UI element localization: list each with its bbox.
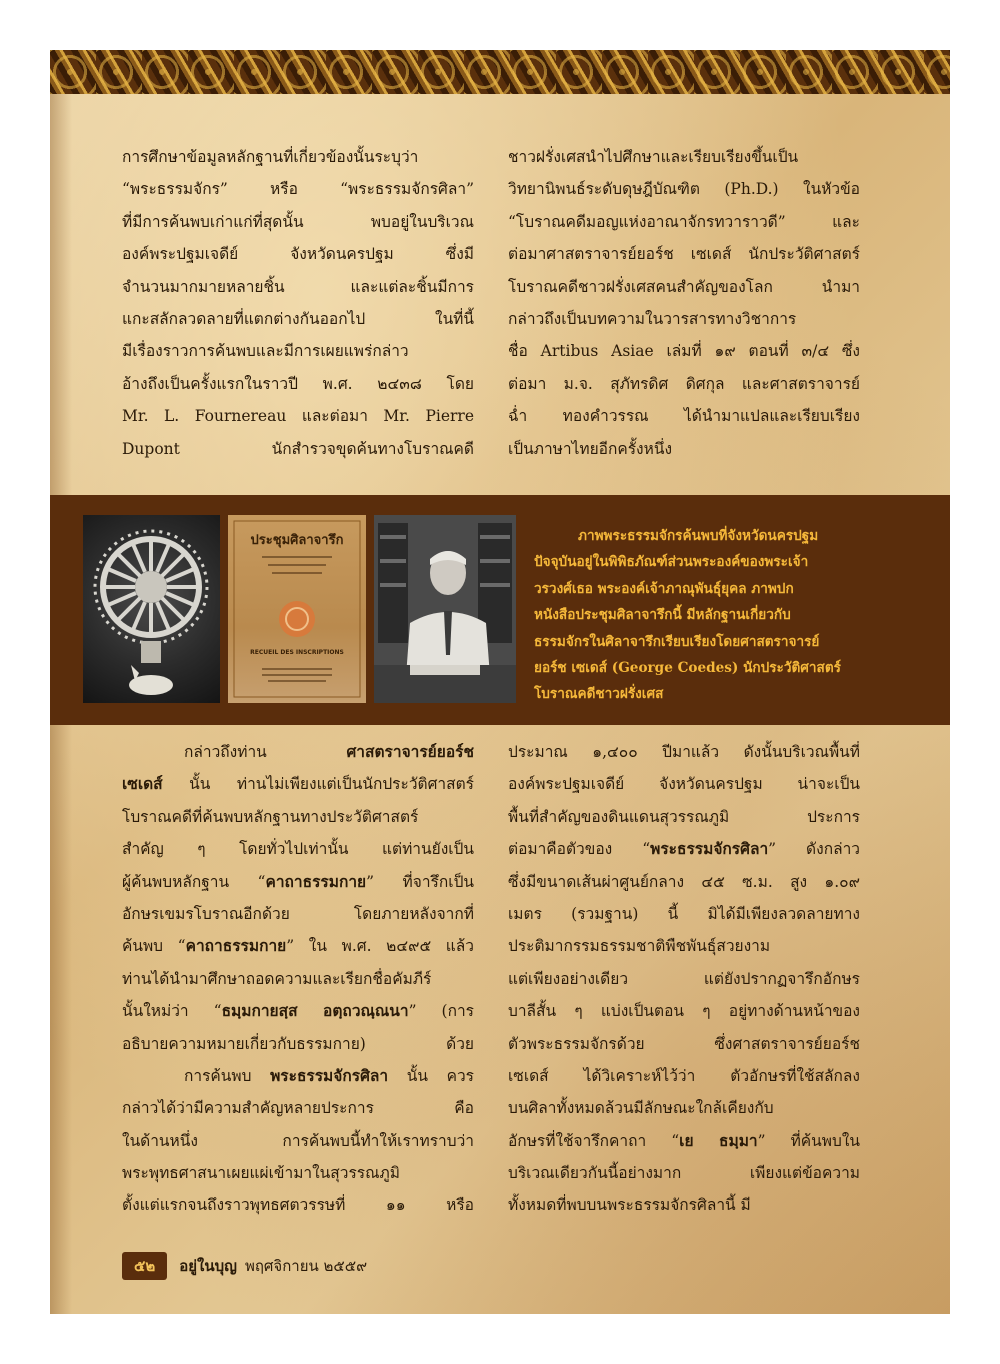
text-segment: แต่เพียงอย่างเดียว แต่ยังปรากฏจารึกอักษร <box>508 969 860 988</box>
text-segment: เมตร (รวมฐาน) นี้ มิได้มีเพียงลวดลายทาง <box>508 904 860 923</box>
text-line: กล่าวถึงเป็นบทความในวารสารทางวิชาการ <box>508 309 797 328</box>
text-line <box>122 1189 474 1221</box>
text-line <box>122 801 474 833</box>
column-bottom-left <box>122 736 474 1222</box>
text-line <box>508 1125 860 1157</box>
text-segment: ในด้านหนึ่ง การค้นพบนี้ทำให้เราทราบว่า <box>122 1131 474 1150</box>
issue-date: พฤศจิกายน ๒๕๕๙ <box>244 1257 368 1275</box>
text-line <box>508 1028 860 1060</box>
emphasis-term: คาถาธรรมกาย <box>265 871 367 891</box>
page-number: ๕๒ <box>122 1252 167 1280</box>
column-top-right <box>508 141 860 465</box>
emphasis-term: ธมฺมกายสฺส อตฺถวณฺณนา <box>221 1001 409 1021</box>
text-line: Dupont นักสำรวจขุดค้นทางโบราณคดี <box>122 439 474 458</box>
text-line: การศึกษาข้อมูลหลักฐานที่เกี่ยวข้องนั้นระบุว่า <box>122 148 419 166</box>
text-segment: สำคัญ ๆ โดยทั่วไปเท่านั้น แต่ท่านยังเป็น <box>122 840 474 859</box>
caption-line: โบราณคดีชาวฝรั่งเศส <box>534 686 664 703</box>
text-segment: พระพุทธศาสนาเผยแผ่เข้ามาในสุวรรณภูมิ <box>122 1164 400 1183</box>
text-segment: บาลีสั้น ๆ แบ่งเป็นตอน ๆ อยู่ทางด้านหน้าของ <box>508 1002 860 1021</box>
column-top-left <box>122 141 474 465</box>
text-line: ชื่อ Artibus Asiae เล่มที่ ๑๙ ตอนที่ ๓/๔ ซึ่ง <box>508 342 860 361</box>
text-line: Mr. L. Fournereau และต่อมา Mr. Pierre <box>122 407 474 426</box>
text-line: วิทยานิพนธ์ระดับดุษฎีบัณฑิต (Ph.D.) ในหัวข้อ <box>508 180 860 199</box>
text-line: ต่อมา ม.จ. สุภัทรดิศ ดิศกุล และศาสตราจารย์ <box>508 374 860 393</box>
text-segment: ” ดังกล่าว <box>768 840 860 859</box>
text-segment: ” ที่จารึกเป็น <box>366 872 474 891</box>
emphasis-term: ศาสตราจารย์ยอร์ช <box>346 742 474 761</box>
text-segment: อักษรที่ใช้จารึกคาถา “ <box>508 1131 680 1150</box>
text-line: “พระธรรมจักร” หรือ “พระธรรมจักรศิลา” <box>122 180 474 199</box>
text-line <box>122 1157 474 1189</box>
text-line <box>122 898 474 930</box>
text-segment: ตัวพระธรรมจักรด้วย ซึ่งศาสตราจารย์ยอร์ช <box>508 1034 860 1053</box>
text-line <box>122 995 474 1027</box>
text-segment: ” ที่ค้นพบใน <box>757 1131 860 1150</box>
caption-line: ยอร์ช เซเดส์ (George Coedes) นักประวัติศาสตร์ <box>534 660 841 677</box>
text-segment: การค้นพบ <box>184 1066 271 1085</box>
text-line <box>508 1092 860 1124</box>
book-cover-subtitle: RECUEIL DES INSCRIPTIONS <box>250 649 344 656</box>
text-line: จำนวนมากมายหลายชิ้น และแต่ละชิ้นมีการ <box>122 277 474 296</box>
text-line <box>508 930 860 962</box>
text-segment: พื้นที่สำคัญของดินแดนสุวรรณภูมิ ประการ <box>508 807 860 826</box>
column-bottom-right <box>508 736 860 1222</box>
caption-line: ภาพพระธรรมจักรค้นพบที่จังหวัดนครปฐม <box>578 528 819 544</box>
text-segment: ค้นพบ “ <box>122 937 186 956</box>
text-segment: ซึ่งมีขนาดเส้นผ่าศูนย์กลาง ๔๕ ซ.ม. สูง ๑.๐๙ <box>508 872 860 891</box>
text-line <box>508 1060 860 1092</box>
text-segment: ” ใน พ.ศ. ๒๔๙๕ แล้ว <box>286 937 474 956</box>
text-line <box>508 736 860 768</box>
text-line <box>508 866 860 898</box>
book-cover-title: ประชุมศิลาจารึก <box>250 533 344 548</box>
text-line <box>122 833 474 865</box>
emphasis-term: เย ธมฺมา <box>679 1130 758 1150</box>
caption-line: วรวงศ์เธอ พระองค์เจ้าภาณุพันธุ์ยุคล ภาพปก <box>534 580 794 597</box>
text-segment: บนศิลาทั้งหมดล้วนมีลักษณะใกล้เคียงกับ <box>508 1099 774 1118</box>
text-line <box>508 768 860 800</box>
page-footer <box>122 1253 367 1279</box>
text-line: โบราณคดีชาวฝรั่งเศสคนสำคัญของโลก นำมา <box>508 277 860 296</box>
text-segment: นั้น ท่านไม่เพียงแต่เป็นนักประวัติศาสตร์ <box>162 775 474 794</box>
text-segment: อธิบายความหมายเกี่ยวกับธรรมกาย) ด้วย <box>122 1034 474 1053</box>
text-segment: ทั้งหมดที่พบบนพระธรรมจักรศิลานี้ มี <box>508 1196 751 1215</box>
text-line: แกะสลักลวดลายที่แตกต่างกันออกไป ในที่นี้ <box>122 309 474 328</box>
text-line <box>508 995 860 1027</box>
text-line <box>508 1157 860 1189</box>
text-line <box>122 930 474 962</box>
text-line <box>122 1125 474 1157</box>
caption-line: ปัจจุบันอยู่ในพิพิธภัณฑ์ส่วนพระองค์ของพระเจ้า <box>534 554 809 571</box>
text-line <box>508 898 860 930</box>
book-cover-photo <box>228 515 366 703</box>
text-segment: กล่าวถึงท่าน <box>184 743 347 761</box>
magazine-name: อยู่ในบุญ <box>179 1257 237 1275</box>
text-segment: ประมาณ ๑,๔๐๐ ปีมาแล้ว ดังนั้นบริเวณพื้นที่ <box>508 743 860 761</box>
emphasis-term: พระธรรมจักรศิลา <box>650 839 769 859</box>
text-segment: โบราณคดีที่ค้นพบหลักฐานทางประวัติศาสตร์ <box>122 807 419 826</box>
text-line: เป็นภาษาไทยอีกครั้งหนึ่ง <box>508 439 673 458</box>
text-segment: องค์พระปฐมเจดีย์ จังหวัดนครปฐม น่าจะเป็น <box>508 775 860 794</box>
emphasis-term: คาถาธรรมกาย <box>185 936 287 956</box>
text-line <box>122 1028 474 1060</box>
caption-line: ธรรมจักรในศิลาจารึกเรียบเรียงโดยศาสตราจารย์ <box>534 633 820 650</box>
george-coedes-portrait <box>374 515 516 703</box>
text-line: “โบราณคดีมอญแห่งอาณาจักรทวาราวดี” และ <box>508 212 860 231</box>
emphasis-term: พระธรรมจักรศิลา <box>270 1065 389 1085</box>
text-segment: นั้น ควร <box>388 1066 474 1085</box>
text-line <box>508 963 860 995</box>
emphasis-term: เซเดส์ <box>122 774 163 794</box>
text-line: ต่อมาศาสตราจารย์ยอร์ช เซเดส์ นักประวัติศาสตร์ <box>508 245 860 264</box>
caption-line: หนังสือประชุมศิลาจารึกนี้ มีหลักฐานเกี่ยวกับ <box>534 607 791 624</box>
text-line <box>508 1189 860 1221</box>
text-segment: ตั้งแต่แรกจนถึงราวพุทธศตวรรษที่ ๑๑ หรือ <box>122 1196 474 1215</box>
dharmachakra-photo <box>83 515 220 703</box>
ornamental-border <box>50 50 950 94</box>
text-line: องค์พระปฐมเจดีย์ จังหวัดนครปฐม ซึ่งมี <box>122 245 474 264</box>
text-line <box>122 768 474 800</box>
text-segment: ต่อมาคือตัวของ “ <box>508 840 651 859</box>
text-segment: ผู้ค้นพบหลักฐาน “ <box>122 872 266 891</box>
text-line <box>122 736 474 768</box>
text-segment: บริเวณเดียวกันนี้อย่างมาก เพียงแต่ข้อความ <box>508 1164 860 1183</box>
text-segment: เซเดส์ ได้วิเคราะห์ไว้ว่า ตัวอักษรที่ใช้สลักลง <box>508 1066 860 1085</box>
photo-caption <box>534 523 930 708</box>
text-line <box>122 1060 474 1092</box>
text-segment: ประติมากรรมธรรมชาติพืชพันธุ์สวยงาม <box>508 937 771 956</box>
text-line <box>508 833 860 865</box>
text-line <box>122 1092 474 1124</box>
text-line <box>122 866 474 898</box>
image-caption-band <box>50 495 950 725</box>
text-line: ชาวฝรั่งเศสนำไปศึกษาและเรียบเรียงขึ้นเป็น <box>508 148 799 166</box>
text-segment: กล่าวได้ว่ามีความสำคัญหลายประการ คือ <box>122 1099 474 1118</box>
text-segment: ท่านได้นำมาศึกษาถอดความและเรียกชื่อคัมภีร์ <box>122 969 432 988</box>
text-line: ที่มีการค้นพบเก่าแก่ที่สุดนั้น พบอยู่ในบริเวณ <box>122 212 474 231</box>
text-line <box>508 801 860 833</box>
text-segment: ” (การ <box>408 1002 474 1021</box>
text-segment: อักษรเขมรโบราณอีกด้วย โดยภายหลังจากที่ <box>122 904 474 923</box>
text-line: อ้างถึงเป็นครั้งแรกในราวปี พ.ศ. ๒๔๓๘ โดย <box>122 374 474 393</box>
text-segment: นั้นใหม่ว่า “ <box>122 1002 222 1021</box>
magazine-page <box>50 50 950 1314</box>
text-line <box>122 963 474 995</box>
text-line: ฉ่ำ ทองคำวรรณ ได้นำมาแปลและเรียบเรียง <box>508 407 860 426</box>
text-line: มีเรื่องราวการค้นพบและมีการเผยแพร่กล่าว <box>122 342 409 361</box>
